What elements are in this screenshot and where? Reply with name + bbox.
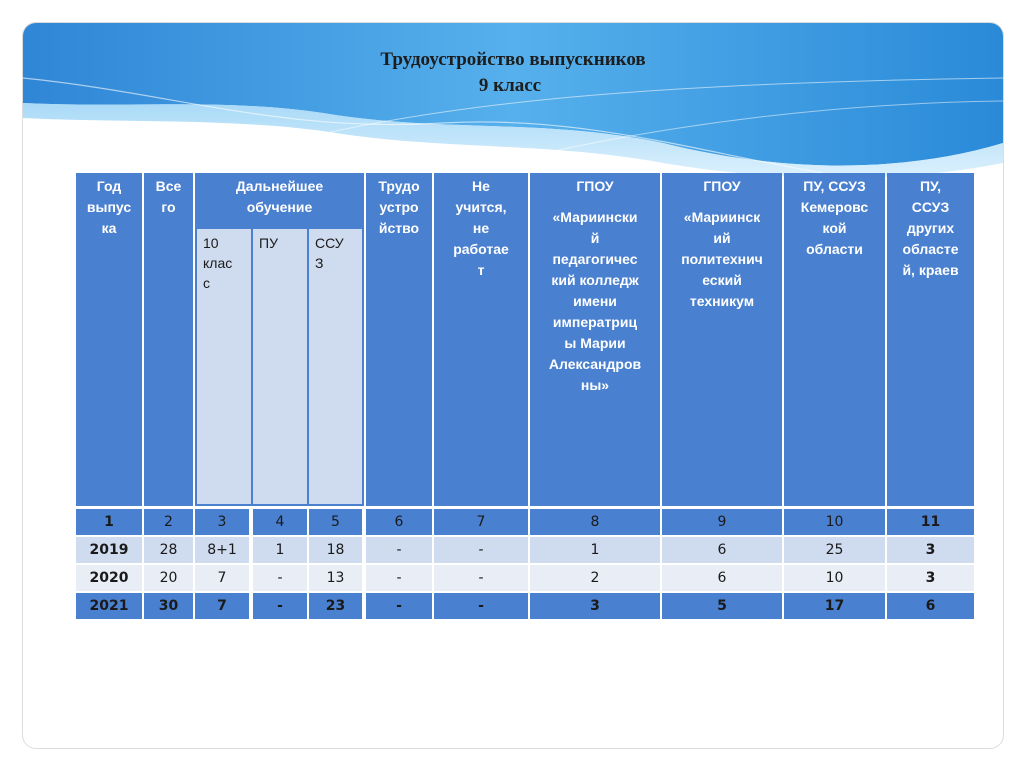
table-cell: 18: [309, 537, 362, 563]
table-cell: -: [434, 537, 528, 563]
header-text: «Мариински: [552, 209, 638, 225]
subheader-pu: [253, 229, 307, 504]
slide-title: [23, 47, 1003, 99]
table-cell: -: [366, 565, 432, 591]
header-text: ы Марии: [564, 335, 626, 351]
header-text: ГПОУ: [703, 178, 741, 194]
title-line1: Трудоустройство выпускников: [380, 49, 646, 70]
header-year: [76, 173, 142, 506]
table-cell: 25: [784, 537, 885, 563]
header-text: устро: [379, 199, 419, 215]
subheader-ssuz: [309, 229, 362, 504]
subheader-text: ПУ: [259, 235, 278, 251]
header-text: Кемеровс: [800, 199, 869, 215]
header-text: техникум: [689, 293, 755, 309]
table-cell: 30: [144, 593, 193, 619]
header-text: «Мариинск: [683, 209, 761, 225]
subheader-text: клас: [203, 255, 233, 271]
table-cell: -: [253, 565, 307, 591]
table-cell: 5: [662, 593, 782, 619]
subheader-text: ССУ: [315, 235, 344, 251]
subheader-10-class: [197, 229, 251, 504]
header-text: йство: [378, 220, 420, 236]
header-text: работае: [453, 241, 509, 257]
header-text: Не: [472, 178, 490, 194]
header-text: ПУ,: [919, 178, 942, 194]
table-cell: 10: [784, 509, 885, 535]
title-line2: 9 класс: [478, 75, 542, 96]
header-text: кий колледж: [551, 272, 639, 288]
header-text: ка: [101, 220, 117, 236]
table-cell: 11: [887, 509, 974, 535]
table-cell: 6: [366, 509, 432, 535]
header-text: ий: [713, 230, 731, 246]
row-year-cell: 2019: [76, 537, 142, 563]
header-pu-other-regions: [887, 173, 974, 506]
table-cell: 5: [309, 509, 362, 535]
table-cell: 13: [309, 565, 362, 591]
header-spacer: [662, 197, 782, 207]
header-text: еский: [702, 272, 742, 288]
header-text: Дальнейшее: [235, 178, 324, 194]
header-spacer: [530, 197, 660, 207]
header-not-studying: [434, 173, 528, 506]
header-text: ССУЗ: [911, 199, 950, 215]
row-year-cell: 1: [76, 509, 142, 535]
subheader-text: З: [315, 255, 324, 271]
header-text: й, краев: [902, 262, 959, 278]
table-cell: 3: [530, 593, 660, 619]
row-year-cell: 2020: [76, 565, 142, 591]
header-text: имени: [573, 293, 617, 309]
table-cell: 2: [144, 509, 193, 535]
table-cell: -: [434, 565, 528, 591]
table-cell: 2: [530, 565, 660, 591]
table-cell: -: [253, 593, 307, 619]
table-cell: 4: [253, 509, 307, 535]
table-cell: -: [366, 593, 432, 619]
slide: [22, 22, 1004, 749]
header-text: обучение: [246, 199, 313, 215]
table-cell: 3: [887, 537, 974, 563]
header-text: не: [472, 220, 490, 236]
header-text: императриц: [552, 314, 638, 330]
header-pu-kemerovo: [784, 173, 885, 506]
table-cell: 23: [309, 593, 362, 619]
header-text: кой: [822, 220, 847, 236]
table-cell: 20: [144, 565, 193, 591]
header-text: го: [161, 199, 176, 215]
table-cell: 7: [195, 565, 249, 591]
table-cell: 6: [887, 593, 974, 619]
header-text: ГПОУ: [576, 178, 614, 194]
table-cell: 8+1: [195, 537, 249, 563]
subheader-text: с: [203, 275, 210, 291]
table-cell: 6: [662, 565, 782, 591]
table-cell: 3: [887, 565, 974, 591]
table-cell: 9: [662, 509, 782, 535]
table-cell: 10: [784, 565, 885, 591]
header-text: Все: [155, 178, 182, 194]
table-cell: 17: [784, 593, 885, 619]
table-cell: 7: [434, 509, 528, 535]
header-gpou-pedagogical: [530, 173, 660, 506]
header-text: других: [906, 220, 955, 236]
table-cell: 8: [530, 509, 660, 535]
header-gpou-polytechnic: [662, 173, 782, 506]
header-text: педагогичес: [552, 251, 638, 267]
header-text: областе: [902, 241, 959, 257]
table-cell: 7: [195, 593, 249, 619]
header-text: Год: [96, 178, 122, 194]
table-cell: -: [434, 593, 528, 619]
table-cell: 1: [530, 537, 660, 563]
header-text: области: [806, 241, 863, 257]
header-text: учится,: [455, 199, 507, 215]
header-text: выпус: [86, 199, 132, 215]
table-cell: 28: [144, 537, 193, 563]
header-text: Трудо: [378, 178, 420, 194]
header-text: й: [590, 230, 600, 246]
header-total: [144, 173, 193, 506]
header-text: ны»: [580, 377, 610, 393]
header-text: Александров: [548, 356, 642, 372]
table-cell: 6: [662, 537, 782, 563]
header-text: политехнич: [681, 251, 763, 267]
table-cell: -: [366, 537, 432, 563]
table-cell: 1: [253, 537, 307, 563]
header-text: т: [477, 262, 485, 278]
table-cell: 3: [195, 509, 249, 535]
header-employment: [366, 173, 432, 506]
subheader-text: 10: [203, 235, 219, 251]
header-text: ПУ, ССУЗ: [803, 178, 866, 194]
row-year-cell: 2021: [76, 593, 142, 619]
